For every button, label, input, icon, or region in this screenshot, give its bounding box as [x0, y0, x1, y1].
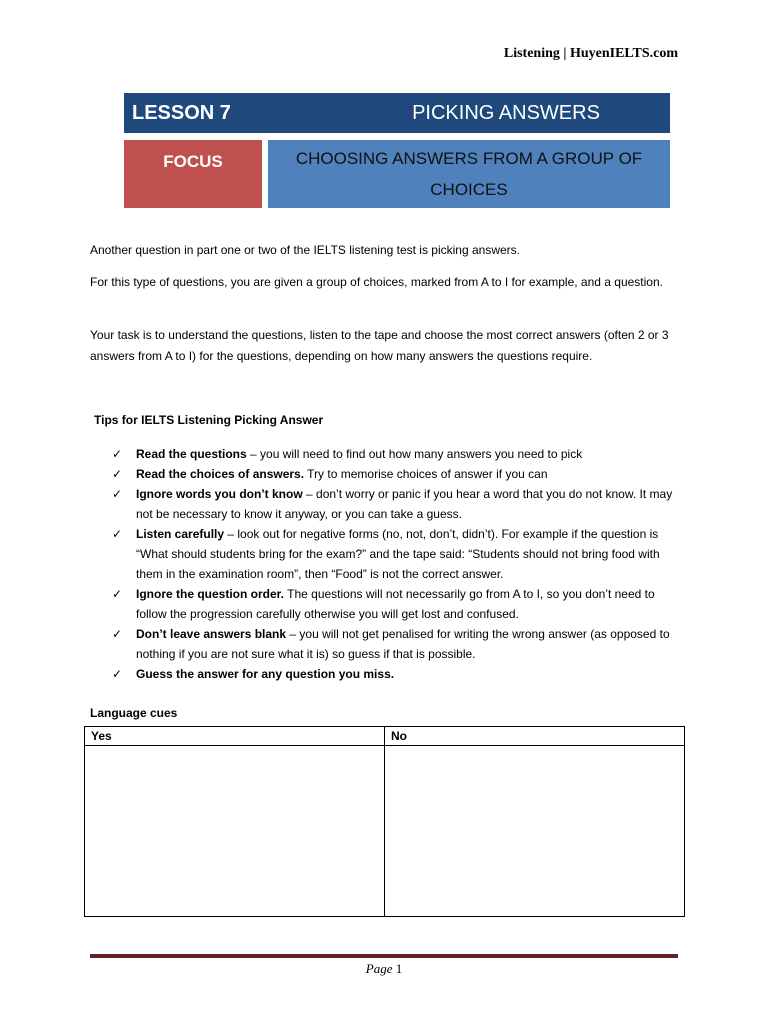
page-footer	[0, 961, 768, 977]
checkmark-icon: ✓	[112, 527, 123, 541]
intro-paragraph-1: Another question in part one or two of the IELTS listening test is picking answers.	[90, 243, 521, 257]
tip-lead: Guess the answer for any question you miss.	[136, 667, 395, 681]
tip-item	[112, 524, 682, 584]
yes-cell[interactable]	[85, 746, 385, 917]
tip-item	[112, 464, 682, 484]
tip-item	[112, 584, 682, 624]
language-cues-heading: Language cues	[90, 706, 178, 720]
tip-item	[112, 624, 682, 664]
checkmark-icon: ✓	[112, 587, 123, 601]
language-cues-table	[84, 726, 685, 917]
tip-text: Try to memorise choices of answer if you can	[304, 467, 548, 481]
intro-paragraph-3: Your task is to understand the questions, listen to the tape and choose the most correct answers (often 2 or 3 answers from A to I) for the questions, depending on how many answers the questions require.	[90, 328, 669, 363]
page-number: 1	[395, 961, 403, 976]
tip-lead: Ignore words you don’t know	[136, 487, 303, 501]
tip-item	[112, 484, 682, 524]
lesson-number: LESSON 7	[132, 101, 231, 124]
tip-lead: Listen carefully	[136, 527, 225, 541]
lesson-title: PICKING ANSWERS	[412, 101, 600, 124]
tip-text: The questions will not necessarily go from A to I, so you don’t need to follow the progression carefully otherwise you will get lost and confused.	[136, 587, 655, 621]
column-header-yes: Yes	[85, 727, 385, 746]
checkmark-icon: ✓	[112, 467, 123, 481]
page-label: Page	[365, 961, 393, 976]
focus-description-box	[268, 140, 670, 208]
checkmark-icon: ✓	[112, 627, 123, 641]
checkmark-icon: ✓	[112, 487, 123, 501]
tips-heading: Tips for IELTS Listening Picking Answer	[94, 413, 324, 427]
tip-item	[112, 664, 682, 684]
focus-line-1: CHOOSING ANSWERS FROM A GROUP OF	[295, 149, 643, 168]
running-header: Listening | HuyenIELTS.com	[503, 46, 678, 61]
focus-label-box	[124, 140, 262, 208]
tip-lead: Don’t leave answers blank	[136, 627, 287, 641]
tip-lead: Read the choices of answers.	[136, 467, 305, 481]
no-cell[interactable]	[385, 746, 685, 917]
lesson-title-bar	[124, 93, 670, 133]
tip-text: – you will not get penalised for writing the wrong answer (as opposed to nothing if you are not sure what it is) so guess if that is possible.	[136, 627, 670, 661]
focus-line-2: CHOICES	[430, 180, 508, 199]
column-header-no: No	[385, 727, 685, 746]
focus-label: FOCUS	[163, 152, 223, 171]
footer-divider	[90, 954, 678, 958]
tip-item	[112, 444, 682, 464]
intro-paragraph-2: For this type of questions, you are given a group of choices, marked from A to I for example, and a question.	[90, 275, 663, 289]
tips-list	[112, 444, 682, 684]
checkmark-icon: ✓	[112, 447, 123, 461]
tip-text: – don’t worry or panic if you hear a word that you do not know. It may not be necessary to know it anyway, or you can take a guess.	[136, 487, 673, 521]
tip-text: – look out for negative forms (no, not, don’t, didn’t). For example if the question is “What should students bring for the exam?” and the tape said: “Students should not bring food with them in the examination room”, then “Food” is not the correct answer.	[136, 527, 660, 581]
tip-lead: Ignore the question order.	[136, 587, 285, 601]
checkmark-icon: ✓	[112, 667, 123, 681]
tip-text: – you will need to find out how many answers you need to pick	[246, 447, 583, 461]
tip-lead: Read the questions	[136, 447, 247, 461]
